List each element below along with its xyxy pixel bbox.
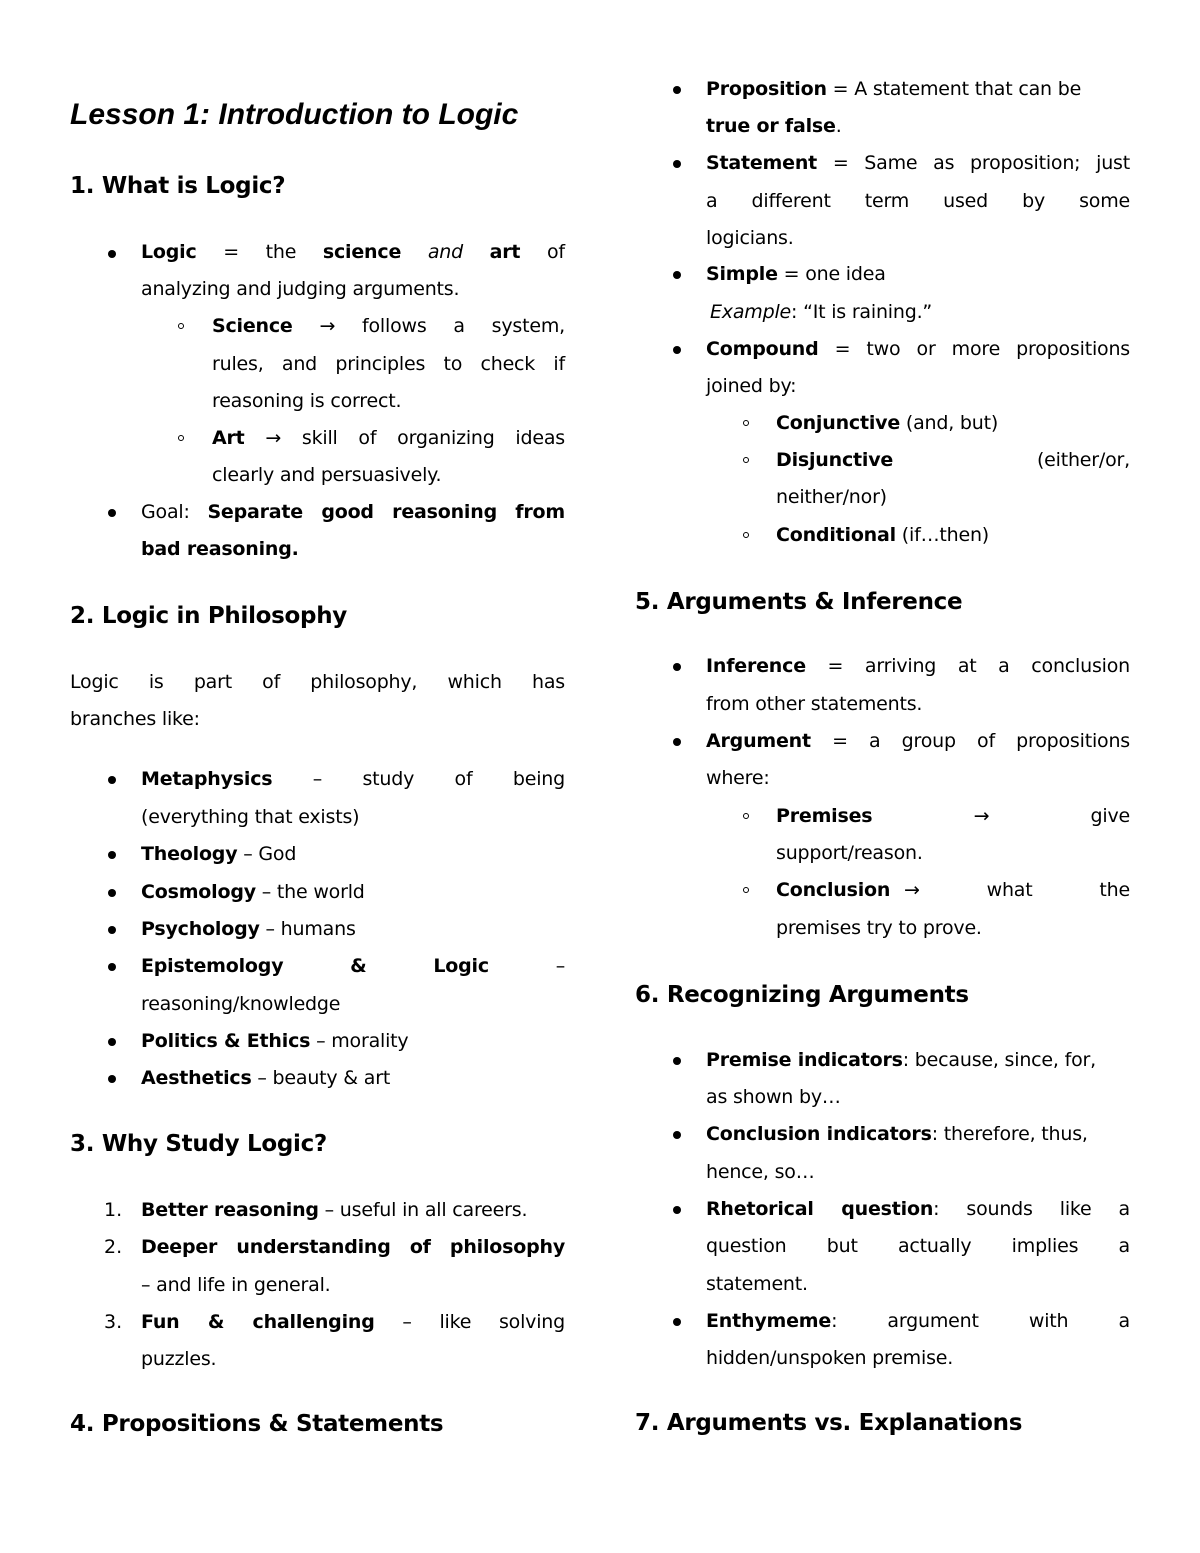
premise-indicators-item: Premise indicators: because, since, for, [706, 1049, 1096, 1071]
list-number: 1. [104, 1199, 123, 1221]
goal-item: Goal: Separate good reasoning from [141, 501, 565, 523]
cosmology-item: Cosmology – the world [141, 881, 365, 903]
conclusion-indicators-cont: hence, so… [706, 1161, 815, 1183]
argument-item: Argument = a group of propositions [706, 730, 1130, 752]
proposition-item: Proposition = A statement that can be [706, 78, 1082, 100]
psychology-item: Psychology – humans [141, 918, 356, 940]
rhetorical-question-cont-1: question but actually implies a [706, 1235, 1130, 1257]
reason-3-item: Fun & challenging – like solving [141, 1311, 566, 1333]
sub-bullet-circle [743, 813, 749, 819]
bullet-dot [673, 1131, 681, 1139]
simple-item: Simple = one idea [706, 263, 886, 285]
argument-cont: where: [706, 767, 770, 789]
science-cont-1: rules, and principles to check if [212, 353, 565, 375]
list-number: 3. [104, 1311, 123, 1333]
sub-bullet-circle [743, 420, 749, 426]
section-4-heading: 4. Propositions & Statements [70, 1411, 444, 1437]
bullet-dot [673, 271, 681, 279]
aesthetics-item: Aesthetics – beauty & art [141, 1067, 391, 1089]
conclusion-item: Conclusion → what the [776, 879, 1130, 901]
enthymeme-cont: hidden/unspoken premise. [706, 1347, 954, 1369]
philosophy-intro-1: Logic is part of philosophy, which has [70, 671, 565, 693]
premises-cont: support/reason. [776, 842, 923, 864]
bullet-dot [673, 738, 681, 746]
statement-cont-2: logicians. [706, 227, 794, 249]
statement-cont-1: a different term used by some [706, 190, 1130, 212]
politics-ethics-item: Politics & Ethics – morality [141, 1030, 409, 1052]
premises-item: Premises → give [776, 805, 1130, 827]
compound-item: Compound = two or more propositions [706, 338, 1130, 360]
conjunctive-item: Conjunctive (and, but) [776, 412, 999, 434]
metaphysics-cont: (everything that exists) [141, 806, 360, 828]
rhetorical-question-cont-2: statement. [706, 1273, 808, 1295]
epistemology-cont: reasoning/knowledge [141, 993, 341, 1015]
section-7-heading: 7. Arguments vs. Explanations [635, 1410, 1023, 1436]
inference-item: Inference = arriving at a conclusion [706, 655, 1130, 677]
page-title: Lesson 1: Introduction to Logic [70, 98, 519, 131]
sub-bullet-circle [743, 457, 749, 463]
bullet-dot [108, 250, 116, 258]
bullet-dot [108, 1038, 116, 1046]
sub-bullet-circle [178, 323, 184, 329]
sub-bullet-circle [178, 435, 184, 441]
logic-definition-cont: analyzing and judging arguments. [141, 278, 460, 300]
bullet-dot [108, 1075, 116, 1083]
rhetorical-question-item: Rhetorical question: sounds like a [706, 1198, 1130, 1220]
disjunctive-item: Disjunctive (either/or, [776, 449, 1130, 471]
reason-2-item: Deeper understanding of philosophy [141, 1236, 565, 1258]
conclusion-cont: premises try to prove. [776, 917, 982, 939]
list-number: 2. [104, 1236, 123, 1258]
compound-cont: joined by: [706, 375, 797, 397]
section-2-heading: 2. Logic in Philosophy [70, 603, 347, 629]
goal-cont: bad reasoning. [141, 538, 299, 560]
bullet-dot [673, 346, 681, 354]
section-1-heading: 1. What is Logic? [70, 173, 286, 199]
art-item: Art → skill of organizing ideas [212, 427, 565, 449]
bullet-dot [108, 889, 116, 897]
bullet-dot [108, 509, 116, 517]
section-3-heading: 3. Why Study Logic? [70, 1131, 327, 1157]
section-6-heading: 6. Recognizing Arguments [635, 982, 969, 1008]
science-cont-2: reasoning is correct. [212, 390, 402, 412]
bullet-dot [673, 1057, 681, 1065]
reason-2-cont: – and life in general. [141, 1274, 331, 1296]
bullet-dot [108, 926, 116, 934]
simple-example: Example: “It is raining.” [710, 301, 933, 323]
bullet-dot [673, 86, 681, 94]
bullet-dot [673, 1206, 681, 1214]
bullet-dot [108, 776, 116, 784]
bullet-dot [673, 160, 681, 168]
sub-bullet-circle [743, 532, 749, 538]
metaphysics-item: Metaphysics – study of being [141, 768, 565, 790]
proposition-cont: true or false. [706, 115, 842, 137]
statement-item: Statement = Same as proposition; just [706, 152, 1130, 174]
premise-indicators-cont: as shown by… [706, 1086, 841, 1108]
disjunctive-cont: neither/nor) [776, 486, 887, 508]
bullet-dot [108, 851, 116, 859]
conditional-item: Conditional (if…then) [776, 524, 990, 546]
bullet-dot [108, 963, 116, 971]
sub-bullet-circle [743, 887, 749, 893]
epistemology-item: Epistemology & Logic – [141, 955, 565, 977]
section-5-heading: 5. Arguments & Inference [635, 589, 963, 615]
reason-1-item: Better reasoning – useful in all careers. [141, 1199, 528, 1221]
theology-item: Theology – God [141, 843, 297, 865]
philosophy-intro-2: branches like: [70, 708, 200, 730]
inference-cont: from other statements. [706, 693, 923, 715]
conclusion-indicators-item: Conclusion indicators: therefore, thus, [706, 1123, 1088, 1145]
science-item: Science → follows a system, [212, 315, 565, 337]
bullet-dot [673, 1318, 681, 1326]
art-cont: clearly and persuasively. [212, 464, 442, 486]
enthymeme-item: Enthymeme: argument with a [706, 1310, 1130, 1332]
reason-3-cont: puzzles. [141, 1348, 217, 1370]
bullet-dot [673, 663, 681, 671]
logic-definition-line: Logic = the science and art of [141, 241, 565, 263]
